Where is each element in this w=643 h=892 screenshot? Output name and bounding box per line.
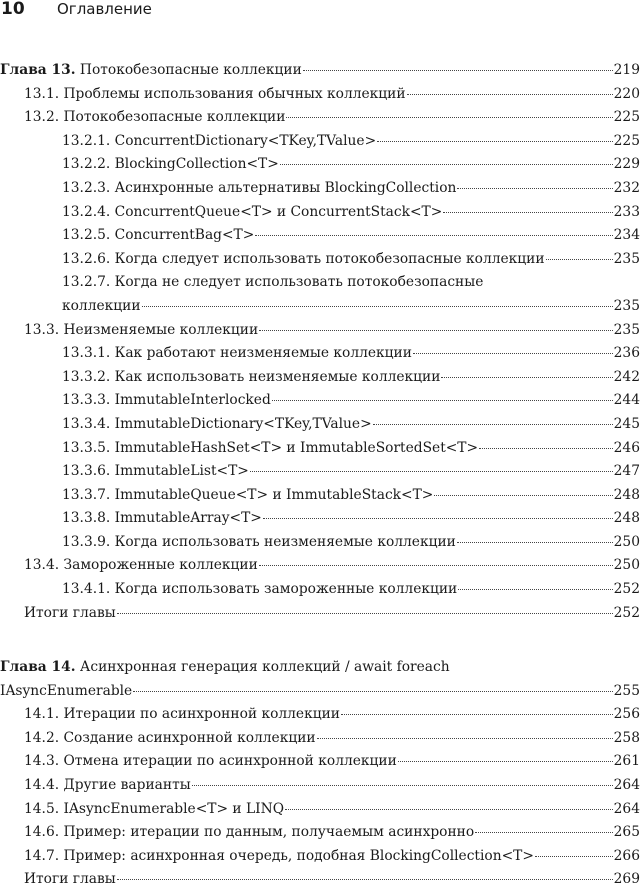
- toc-leader-dots: [303, 70, 613, 71]
- toc-entry-title: 13.2. Потокобезопасные коллекции: [24, 109, 286, 126]
- toc-entry-label: [0, 680, 132, 704]
- toc-leader-dots: [255, 235, 612, 236]
- toc-entry-title: 13.3.3. ImmutableInterlocked: [62, 392, 271, 409]
- toc-entry-line: [62, 177, 640, 201]
- toc-leader-dots: [317, 738, 613, 739]
- toc-leader-dots: [413, 353, 613, 354]
- toc-entry: [0, 727, 640, 751]
- toc-entry-label: [62, 153, 279, 177]
- toc-entry-label: [62, 366, 440, 390]
- toc-page-number: 235: [613, 250, 640, 267]
- toc-leader-dots: [457, 188, 612, 189]
- toc-leader-dots: [250, 471, 613, 472]
- toc-entry-line: [24, 703, 640, 727]
- toc-entry: [0, 366, 640, 390]
- toc-leader-dots: [341, 714, 613, 715]
- toc-entry: [0, 437, 640, 461]
- toc-leader-dots: [457, 542, 613, 543]
- toc-leader-dots: [434, 495, 612, 496]
- toc-page-number: 244: [613, 392, 640, 409]
- toc-page-number: 219: [613, 62, 640, 78]
- toc-leader-dots: [398, 761, 613, 762]
- page-header: [1, 0, 152, 23]
- toc-leader-dots: [458, 589, 612, 590]
- toc-entry-label: [62, 201, 442, 225]
- toc-entry-label: [62, 342, 412, 366]
- toc-entry-first-line: [0, 656, 640, 680]
- toc-page-number: 220: [613, 85, 640, 102]
- toc-entry: [0, 201, 640, 225]
- toc-entry: [0, 868, 640, 892]
- toc-entry-line: [24, 602, 640, 626]
- toc-leader-dots: [377, 141, 613, 142]
- toc-entry-title: 14.5. IAsyncEnumerable<T> и LINQ: [24, 800, 284, 817]
- toc-entry-label: [24, 106, 285, 130]
- toc-leader-dots: [535, 856, 613, 857]
- toc-page-number: 248: [613, 510, 640, 527]
- toc-page-number: 232: [613, 179, 640, 196]
- toc-entry-line: [24, 319, 640, 343]
- toc-entry-line: [62, 342, 640, 366]
- toc-entry-line: [62, 578, 640, 602]
- toc-entry-label: [0, 59, 302, 83]
- toc-entry-label: [24, 774, 191, 798]
- toc-entry-line: [62, 224, 640, 248]
- toc-entry-line: [62, 248, 640, 272]
- toc-entry-title: 13.4. Замороженные коллекции: [24, 557, 258, 574]
- toc-page-number: 246: [613, 439, 640, 456]
- toc-entry: [0, 774, 640, 798]
- toc-entry: [0, 845, 640, 869]
- toc-entry-line: [24, 868, 640, 892]
- toc-entry-label: [62, 224, 254, 248]
- toc-entry: [0, 578, 640, 602]
- toc-entry-line: [62, 295, 640, 319]
- toc-page-number: 264: [613, 776, 640, 793]
- toc-leader-dots: [546, 259, 613, 260]
- toc-entry-label: [62, 437, 478, 461]
- toc-entry-line: [24, 750, 640, 774]
- toc-entry-title: 13.2.5. ConcurrentBag<T>: [62, 227, 255, 244]
- toc-entry-title: 13.2.7. Когда не следует использовать потокобезопасные: [62, 274, 484, 291]
- toc-page-number: 256: [613, 706, 640, 723]
- toc-page-number: 255: [613, 682, 640, 699]
- toc-entry-label: [62, 130, 376, 154]
- toc-entry: [0, 413, 640, 437]
- toc-page-number: 234: [613, 227, 640, 244]
- toc-entry-title: 13.3.1. Как работают неизменяемые коллекции: [62, 345, 412, 362]
- toc-entry-title: 14.4. Другие варианты: [24, 776, 191, 793]
- toc-entry-first-line: [62, 271, 640, 295]
- toc-leader-dots: [259, 330, 613, 331]
- toc-entry: [0, 319, 640, 343]
- toc-entry: [0, 703, 640, 727]
- toc-page-number: 252: [613, 581, 640, 598]
- toc-entry-line: [24, 821, 640, 845]
- toc-entry-label: [62, 460, 249, 484]
- toc-entry-title: 13.2.6. Когда следует использовать потокобезопасные коллекции: [62, 250, 545, 267]
- toc-entry: [0, 83, 640, 107]
- toc-entry-line: [24, 774, 640, 798]
- toc-entry-title: Асинхронная генерация коллекций / await foreach: [79, 659, 450, 675]
- toc-entry: [0, 153, 640, 177]
- toc-entry-title: 13.2.2. BlockingCollection<T>: [62, 156, 279, 173]
- toc-entry-title: 13.3.9. Когда использовать неизменяемые коллекции: [62, 533, 456, 550]
- toc-entry: [0, 798, 640, 822]
- toc-entry-line: [24, 798, 640, 822]
- toc-entry-title: 14.3. Отмена итерации по асинхронной коллекции: [24, 753, 397, 770]
- toc-chapter-label: Глава 13.: [0, 62, 76, 78]
- toc-entry-line: [24, 845, 640, 869]
- toc-page-number: 248: [613, 486, 640, 503]
- toc-entry-line: [62, 366, 640, 390]
- toc-entry-title: Итоги главы: [24, 871, 116, 888]
- toc-leader-dots: [373, 424, 613, 425]
- toc-page-number: 250: [613, 533, 640, 550]
- toc-entry: [0, 389, 640, 413]
- toc-entry-title: Потокобезопасные коллекции: [79, 62, 302, 78]
- toc-page-number: 264: [613, 800, 640, 817]
- toc-leader-dots: [407, 94, 613, 95]
- toc-entry-title: 14.6. Пример: итерации по данным, получаемым асинхронно: [24, 824, 475, 841]
- toc-entry-line: [62, 413, 640, 437]
- toc-entry: [0, 507, 640, 531]
- toc-entry-title: 14.7. Пример: асинхронная очередь, подобная BlockingCollection<T>: [24, 847, 534, 864]
- toc-entry-label: [24, 750, 397, 774]
- toc-entry-label: [24, 554, 258, 578]
- page-number: 10: [1, 0, 25, 19]
- toc-entry-label: [62, 413, 372, 437]
- toc-entry-line: [62, 389, 640, 413]
- toc-entry-title: 13.3.8. ImmutableArray<T>: [62, 510, 262, 527]
- toc-leader-dots: [280, 164, 613, 165]
- toc-entry-line: [24, 83, 640, 107]
- toc-chapter-13: [0, 59, 640, 625]
- toc-entry-title: 13.3.5. ImmutableHashSet<T> и ImmutableSortedSet<T>: [62, 439, 479, 456]
- toc-entry-title: 13.3.2. Как использовать неизменяемые коллекции: [62, 368, 441, 385]
- toc-leader-dots: [285, 809, 613, 810]
- toc-entry: [0, 656, 640, 703]
- toc-entry-line: [62, 201, 640, 225]
- toc-page-number: 229: [613, 156, 640, 173]
- toc-page-number: 261: [613, 753, 640, 770]
- toc-entry-title: 14.1. Итерации по асинхронной коллекции: [24, 706, 340, 723]
- toc-page-number: 265: [613, 824, 640, 841]
- toc-entry-line: [24, 106, 640, 130]
- toc-entry: [0, 177, 640, 201]
- toc-entry-label: [24, 602, 116, 626]
- toc-entry-label: [24, 319, 258, 343]
- toc-entry-label: [24, 845, 534, 869]
- toc-page-number: 258: [613, 729, 640, 746]
- toc-page-number: 242: [613, 368, 640, 385]
- toc-entry: [0, 271, 640, 318]
- toc-entry-title: Итоги главы: [24, 604, 116, 621]
- toc-entry-title: 14.2. Создание асинхронной коллекции: [24, 729, 316, 746]
- toc-entry-label: [62, 507, 262, 531]
- toc-entry-line: [62, 484, 640, 508]
- toc-entry-line: [62, 531, 640, 555]
- page-title: Оглавление: [57, 0, 152, 18]
- toc-page-number: 236: [613, 345, 640, 362]
- toc-entry-label: [62, 531, 456, 555]
- toc-entry-line: [24, 554, 640, 578]
- toc-entry-title: 13.3. Неизменяемые коллекции: [24, 321, 259, 338]
- toc-page-number: 269: [613, 871, 640, 888]
- toc-page-number: 252: [613, 604, 640, 621]
- toc-leader-dots: [263, 518, 613, 519]
- toc-entry-title: IAsyncEnumerable: [0, 682, 133, 699]
- toc-entry: [0, 554, 640, 578]
- toc-chapter-14: [0, 656, 640, 892]
- toc-entry-title: 13.3.7. ImmutableQueue<T> и ImmutableStack<T>: [62, 486, 434, 503]
- toc-entry: [0, 130, 640, 154]
- toc-entry-label: [62, 248, 545, 272]
- toc-leader-dots: [441, 377, 612, 378]
- toc-entry-title: коллекции: [62, 297, 141, 314]
- toc-entry: [0, 484, 640, 508]
- toc-page-number: 250: [613, 557, 640, 574]
- toc-leader-dots: [259, 565, 613, 566]
- toc-entry: [0, 106, 640, 130]
- toc-leader-dots: [133, 691, 612, 692]
- toc-entry-title: 13.2.1. ConcurrentDictionary<TKey,TValue>: [62, 132, 377, 149]
- toc-entry: [0, 248, 640, 272]
- toc-entry: [0, 750, 640, 774]
- toc-entry-title: 13.2.4. ConcurrentQueue<T> и ConcurrentStack<T>: [62, 203, 443, 220]
- toc-entry-title: 13.2.3. Асинхронные альтернативы BlockingCollection: [62, 179, 457, 196]
- toc-leader-dots: [117, 613, 613, 614]
- toc-leader-dots: [475, 832, 612, 833]
- toc-entry-label: [62, 177, 456, 201]
- toc-entry-title: 13.1. Проблемы использования обычных коллекций: [24, 85, 406, 102]
- toc-entry: [0, 342, 640, 366]
- toc-leader-dots: [272, 400, 613, 401]
- toc-entry-label: [62, 578, 457, 602]
- toc-page-number: 266: [613, 847, 640, 864]
- toc-page-number: 247: [613, 463, 640, 480]
- toc-entry: [0, 224, 640, 248]
- toc-entry: [0, 602, 640, 626]
- toc-page-number: 233: [613, 203, 640, 220]
- toc-page-number: 225: [613, 109, 640, 126]
- toc-entry-line: [0, 680, 640, 704]
- toc-entry-line: [62, 153, 640, 177]
- toc-entry-line: [0, 59, 640, 83]
- toc-entry-title: 13.3.4. ImmutableDictionary<TKey,TValue>: [62, 415, 372, 432]
- toc-entry-label: [24, 821, 474, 845]
- toc-leader-dots: [192, 785, 613, 786]
- toc-page-number: 245: [613, 415, 640, 432]
- toc-page-number: 225: [613, 132, 640, 149]
- toc-entry-line: [62, 437, 640, 461]
- toc-entry-label: [62, 484, 433, 508]
- toc-entry-label: [24, 868, 116, 892]
- toc-leader-dots: [117, 879, 613, 880]
- toc-entry: [0, 821, 640, 845]
- toc-entry-line: [62, 507, 640, 531]
- toc-entry-label: [62, 295, 141, 319]
- toc-leader-dots: [286, 117, 612, 118]
- toc-entry: [0, 59, 640, 83]
- toc-entry: [0, 531, 640, 555]
- toc-entry-label: [62, 389, 271, 413]
- toc-leader-dots: [443, 212, 612, 213]
- toc-entry-label: [24, 703, 340, 727]
- toc-entry: [0, 460, 640, 484]
- toc-page-number: 235: [613, 321, 640, 338]
- toc-page-number: 235: [613, 297, 640, 314]
- toc-chapter-label: Глава 14.: [0, 659, 76, 675]
- toc-entry-title: 13.4.1. Когда использовать замороженные коллекции: [62, 581, 458, 598]
- toc-entry-title: 13.3.6. ImmutableList<T>: [62, 463, 249, 480]
- toc-entry-label: [24, 727, 316, 751]
- toc-entry-line: [24, 727, 640, 751]
- toc-entry-label: [24, 798, 284, 822]
- toc-leader-dots: [142, 306, 613, 307]
- toc-entry-line: [62, 460, 640, 484]
- toc-entry-label: [24, 83, 406, 107]
- toc-entry-line: [62, 130, 640, 154]
- toc-leader-dots: [479, 448, 613, 449]
